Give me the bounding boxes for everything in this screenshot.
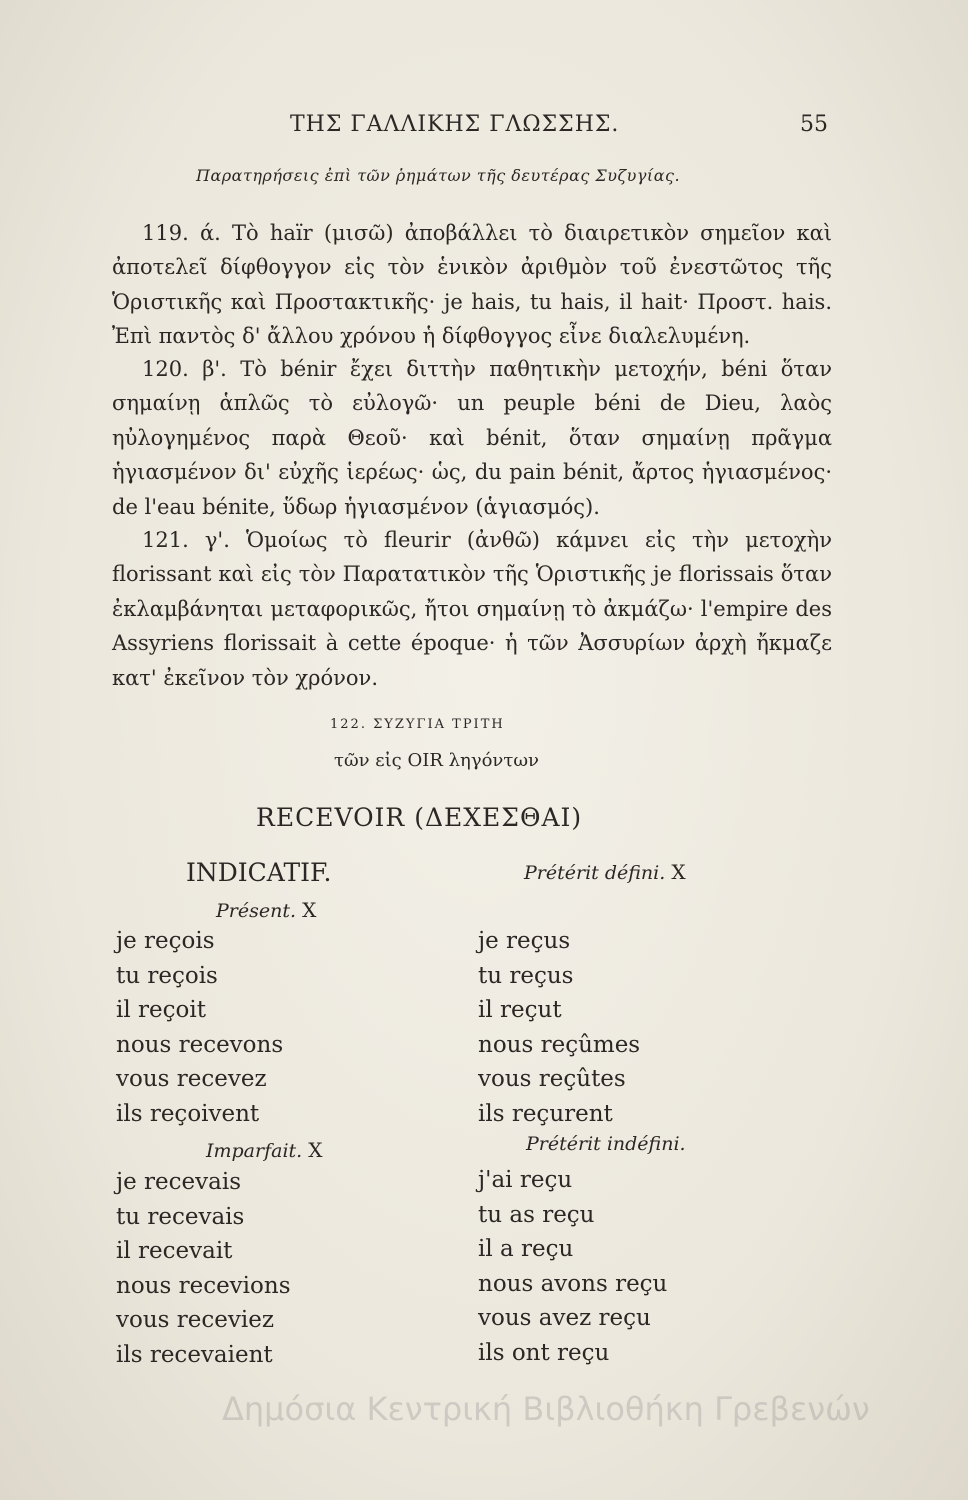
form-preterit-defini-2: tu reçus — [478, 962, 574, 989]
present-forms — [116, 924, 283, 1131]
form-preterit-indefini-3: il a reçu — [478, 1236, 574, 1262]
form-present-4: nous recevons — [116, 1031, 284, 1058]
conjugation-subtitle: τῶν εἰς OIR ληγόντων — [334, 750, 539, 771]
paragraph-119: 119. ά. Τὸ haïr (μισῶ) ἀποβάλλει τὸ διαιρετικὸν σημεῖον καὶ ἀποτελεῖ δίφθογγον εἰς τὸν ἑνικὸν ἀριθμὸν τοῦ ἐνεστῶτος τῆς Ὁριστικῆς καὶ Προστακτικῆς· je hais, tu hais, il hait· Προστ. hais. Ἐπὶ παντὸς δ' ἄλλου χρόνου ἡ δίφθογγος εἶνε διαλελυμένη. — [112, 221, 832, 349]
preterit-indefini-forms — [478, 1163, 667, 1370]
form-imparfait-1: je recevais — [116, 1169, 242, 1195]
section-subheading: Παρατηρήσεις ἐπὶ τῶν ῥημάτων τῆς δευτέρας Συζυγίας. — [196, 166, 681, 185]
form-imparfait-2: tu recevais — [116, 1203, 245, 1230]
imparfait-forms — [116, 1165, 291, 1372]
check-mark: X — [302, 898, 317, 922]
tense-label-imparfait — [206, 1138, 323, 1162]
running-header — [0, 112, 968, 148]
tense-preterit-defini-label: Prétérit défini. — [524, 862, 666, 884]
form-present-3: il reçoit — [116, 997, 206, 1023]
conjugation-title: 122. ΣΥΖΥΓΙΑ ΤΡΙΤΗ — [330, 717, 505, 732]
form-preterit-indefini-6: ils ont reçu — [478, 1339, 610, 1366]
tense-preterit-indefini-label: Prétérit indéfini. — [526, 1133, 686, 1155]
paragraph-120: 120. β'. Τὸ bénir ἔχει διττὴν παθητικὴν μετοχήν, béni ὅταν σημαίνῃ ἁπλῶς τὸ εὐλογῶ· un peuple béni de Dieu, λαὸς ηὐλογημένος παρὰ Θεοῦ· καὶ bénit, ὅταν σημαίνῃ πρᾶγμα ἡγιασμένον δι' εὐχῆς ἱερέως· ὡς, du pain bénit, ἄρτος ἡγιασμένος· de l'eau bénite, ὕδωρ ἡγιασμένον (ἁγιασμός). — [112, 357, 832, 519]
form-preterit-defini-4: nous reçûmes — [478, 1031, 641, 1058]
form-present-1: je reçois — [116, 928, 215, 954]
form-preterit-defini-5: vous reçûtes — [478, 1066, 626, 1092]
tense-label-present — [216, 898, 316, 922]
form-present-2: tu reçois — [116, 962, 218, 989]
form-preterit-defini-1: je reçus — [478, 928, 571, 954]
library-watermark: Δημόσια Κεντρική Βιβλιοθήκη Γρεβενών — [222, 1390, 870, 1428]
form-preterit-indefini-2: tu as reçu — [478, 1201, 595, 1228]
form-imparfait-5: vous receviez — [116, 1307, 274, 1333]
check-mark: X — [671, 860, 686, 884]
form-imparfait-3: il recevait — [116, 1238, 233, 1264]
form-preterit-indefini-4: nous avons reçu — [478, 1270, 668, 1297]
tense-imparfait-label: Imparfait. — [206, 1140, 303, 1162]
form-imparfait-6: ils recevaient — [116, 1341, 273, 1368]
form-present-6: ils reçoivent — [116, 1100, 260, 1127]
form-preterit-indefini-5: vous avez reçu — [478, 1305, 651, 1331]
form-preterit-indefini-1: j'ai reçu — [478, 1167, 573, 1193]
form-present-5: vous recevez — [116, 1066, 267, 1092]
form-preterit-defini-3: il reçut — [478, 997, 562, 1023]
verb-heading: RECEVOIR (ΔΕΧΕΣΘΑΙ) — [256, 803, 583, 832]
page-number: 55 — [800, 112, 828, 137]
tense-present-label: Présent. — [216, 900, 297, 922]
form-preterit-defini-6: ils reçurent — [478, 1100, 613, 1127]
header-title: ΤΗΣ ΓΑΛΛΙΚΗΣ ΓΛΩΣΣΗΣ. — [290, 112, 620, 137]
preterit-defini-forms — [478, 924, 640, 1131]
tense-label-preterit-defini — [524, 860, 686, 884]
paragraph-121: 121. γ'. Ὁμοίως τὸ fleurir (ἀνθῶ) κάμνει εἰς τὴν μετοχὴν florissant καὶ εἰς τὸν Παρατατικὸν τῆς Ὁριστικῆς je florissais ὅταν ἐκλαμβάνηται μεταφορικῶς, ἤτοι σημαίνῃ τὸ ἀκμάζω· l'empire des Assyriens florissait à cette époque· ἡ τῶν Ἀσσυρίων ἀρχὴ ἤκμαζε κατ' ἐκεῖνον τὸν χρόνον. — [112, 528, 832, 690]
mood-heading: INDICATIF. — [186, 858, 332, 887]
tense-label-preterit-indefini — [526, 1133, 686, 1155]
check-mark: X — [308, 1138, 323, 1162]
form-imparfait-4: nous recevions — [116, 1272, 291, 1299]
